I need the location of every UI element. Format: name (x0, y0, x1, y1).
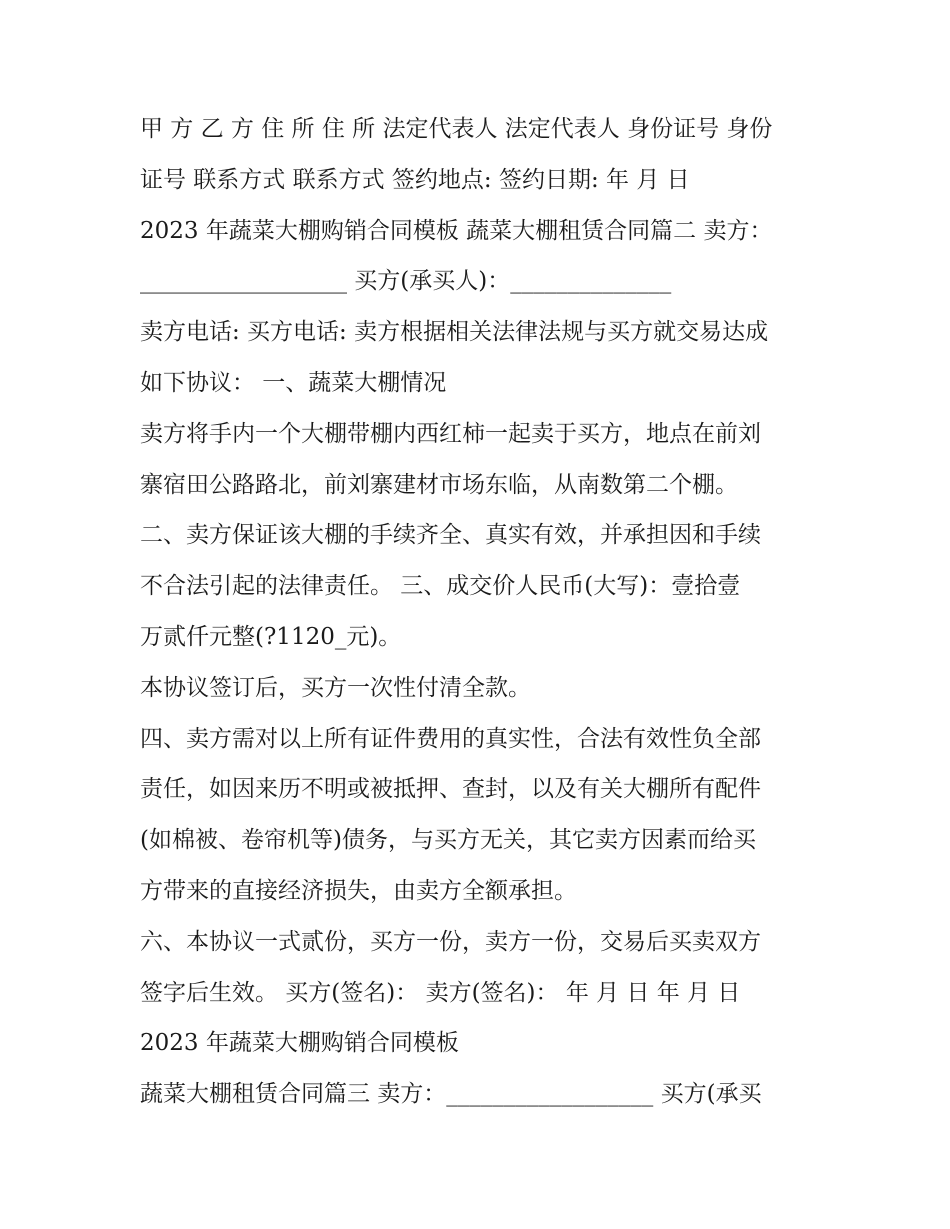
text-line: 2023 年蔬菜大棚购销合同模板 (140, 1030, 459, 1057)
text-line: 方带来的直接经济损失，由卖方全额承担。 (140, 877, 577, 904)
text-line: 2023 年蔬菜大棚购销合同模板 蔬菜大棚租赁合同篇二 卖方： (140, 217, 773, 244)
text-line: 本协议签订后，买方一次性付清全款。 (140, 674, 531, 701)
text-line: 卖方电话: 买方电话: 卖方根据相关法律法规与买方就交易达成 (140, 319, 769, 346)
text-line: 卖方将手内一个大棚带棚内西红柿一起卖于买方，地点在前刘 (140, 420, 761, 447)
text-line: 寨宿田公路路北，前刘寨建材市场东临，从南数第二个棚。 (140, 471, 738, 498)
text-line: 责任，如因来历不明或被抵押、查封，以及有关大棚所有配件 (140, 776, 761, 803)
text-line: 蔬菜大棚租赁合同篇三 卖方：__________________ 买方(承买 (140, 1081, 762, 1108)
text-line: 六、本协议一式贰份，买方一份，卖方一份，交易后买卖双方 (140, 928, 761, 955)
text-line: 万贰仟元整(?1120_元)。 (140, 623, 402, 650)
text-line: 甲 方 乙 方 住 所 住 所 法定代表人 法定代表人 身份证号 身份 (140, 116, 773, 142)
text-line: 如下协议： 一、蔬菜大棚情况 (140, 369, 447, 396)
text-line: 二、卖方保证该大棚的手续齐全、真实有效，并承担因和手续 (140, 522, 761, 549)
text-line: (如棉被、卷帘机等)债务，与买方无关，其它卖方因素而给买 (140, 827, 756, 854)
text-line: 不合法引起的法律责任。 三、成交价人民币(大写)：壹拾壹 (140, 573, 741, 600)
text-line: 四、卖方需对以上所有证件费用的真实性，合法有效性负全部 (140, 725, 761, 752)
text-line: 证号 联系方式 联系方式 签约地点: 签约日期: 年 月 日 (140, 166, 690, 193)
text-line: 签字后生效。 买方(签名)： 卖方(签名)： 年 月 日 年 月 日 (140, 979, 741, 1006)
document-body (140, 104, 820, 1120)
text-line: __________________ 买方(承买人)：______________ (140, 268, 672, 295)
